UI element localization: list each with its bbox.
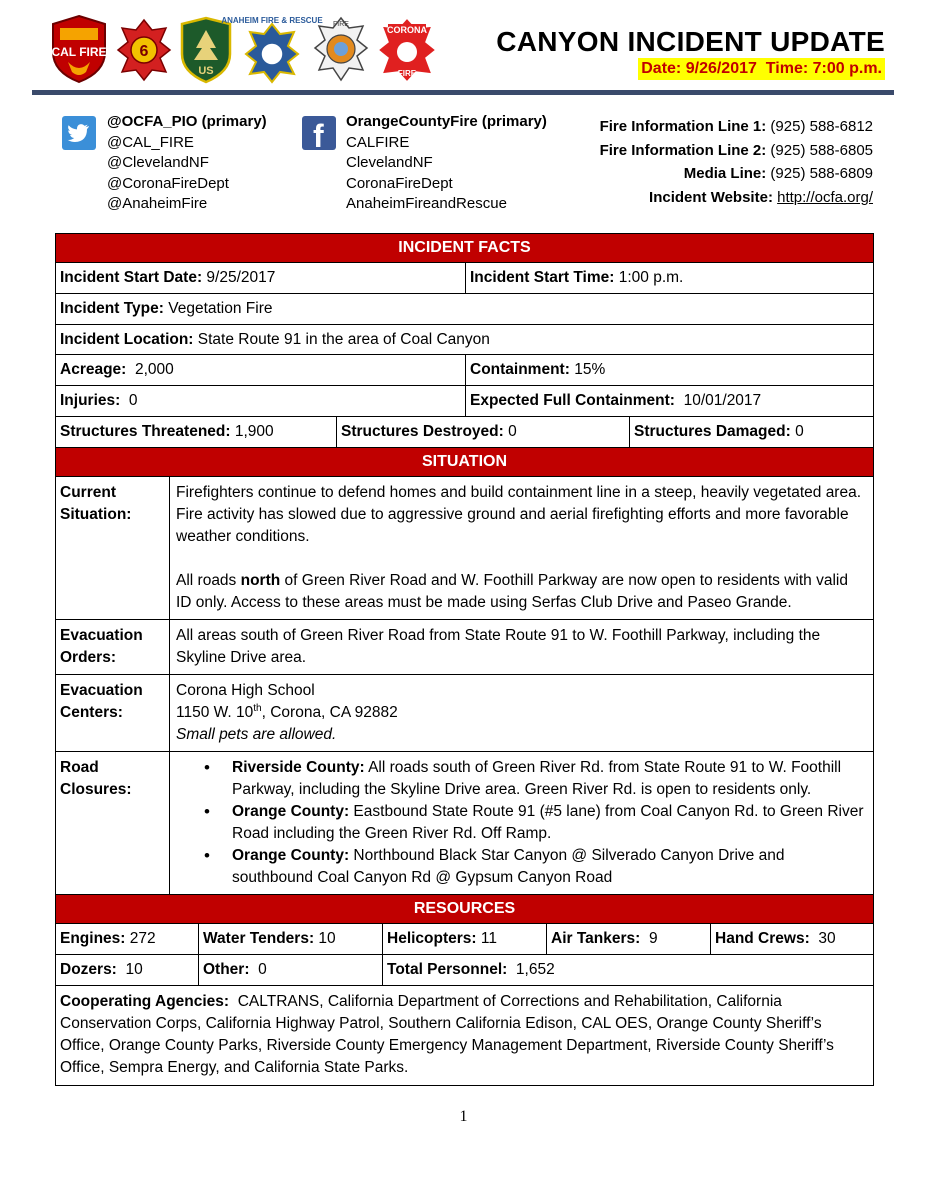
incident-table [55,233,874,1086]
facebook-account[interactable]: CALFIRE [346,133,410,151]
dozers-label: Dozers: [60,960,117,978]
total-personnel-cell [382,955,873,985]
situation-paragraph [176,570,867,614]
acreage-label: Acreage: [60,361,127,379]
label-line: Evacuation [60,626,143,644]
label-line: Situation: [60,505,132,523]
twitter-icon [62,116,96,150]
closure-county: Riverside County: [232,758,365,776]
start-time-cell [465,263,873,293]
structures-damaged-label: Structures Damaged: [634,422,791,440]
other-label: Other: [203,960,250,978]
air-tankers-cell [546,924,710,954]
structures-destroyed-cell [336,417,629,447]
structures-threatened-cell [56,417,336,447]
svg-text:CAL FIRE: CAL FIRE [51,45,107,59]
cooperating-agencies-label: Cooperating Agencies: [60,992,230,1010]
structures-damaged-value: 0 [795,422,804,440]
info-phone[interactable]: (925) 588-6809 [770,165,873,182]
injuries-label: Injuries: [60,392,121,410]
svg-text:CORONA: CORONA [387,25,427,35]
closure-item [204,801,867,845]
incident-facts-heading: INCIDENT FACTS [56,234,873,262]
page-number: 1 [459,1108,468,1125]
incident-location-label: Incident Location: [60,330,194,348]
full-containment-value: 10/01/2017 [683,392,762,410]
closure-text: Eastbound State Route 91 (#5 lane) from Coal Canyon Rd. to Green River Road including the Green River Rd. Off Ramp. [232,802,864,842]
twitter-account[interactable]: @ClevelandNF [107,154,209,171]
evacuation-centers-text [169,675,873,751]
center-name: Corona High School [176,681,315,699]
label-line: Orders: [60,648,116,666]
evacuation-orders-text: All areas south of Green River Road from State Route 91 to W. Foothill Parkway, including the Skyline Drive area. [169,620,873,674]
situation-paragraph: Firefighters continue to defend homes and build containment line in a steep, heavily vegetated area. Fire activity has slowed due to aggressive ground and aerial firefighting efforts and more favorable weather conditions. [176,483,862,545]
info-phone[interactable]: (925) 588-6812 [770,118,873,135]
closure-county: Orange County: [232,802,350,820]
engines-value: 272 [129,930,156,948]
containment-cell [465,355,873,385]
resources-heading: RESOURCES [56,895,873,923]
start-time-label: Incident Start Time: [470,269,615,287]
anaheim-fire-logo [221,14,323,84]
twitter-account[interactable]: @CAL_FIRE [107,133,194,151]
start-date-value: 9/25/2017 [206,269,276,287]
time-label: Time: [765,60,809,77]
containment-label: Containment: [470,361,570,379]
helicopters-label: Helicopters: [387,930,477,948]
structures-threatened-label: Structures Threatened: [60,422,231,440]
closure-item [204,757,867,801]
twitter-account[interactable]: @AnaheimFire [107,195,208,212]
air-tankers-label: Air Tankers: [551,930,641,948]
full-containment-cell [465,386,873,416]
hand-crews-label: Hand Crews: [715,930,810,948]
hand-crews-cell [710,924,873,954]
facebook-accounts [346,112,547,215]
incident-type-label: Incident Type: [60,300,164,318]
facebook-account[interactable]: ClevelandNF [346,154,433,171]
incident-location-cell [56,325,873,355]
dozers-value: 10 [125,960,143,978]
date-value: 9/26/2017 [685,60,757,77]
facebook-account[interactable]: AnaheimFireandRescue [346,195,507,212]
svg-text:FIRE: FIRE [397,69,417,78]
date-time-line [638,58,885,80]
label-line: Closures: [60,780,132,798]
situation-heading: SITUATION [56,448,873,476]
injuries-cell [56,386,465,416]
helicopters-value: 11 [480,930,497,948]
center-address [176,702,867,724]
incident-website-link[interactable]: http://ocfa.org/ [777,188,873,206]
structures-destroyed-label: Structures Destroyed: [341,422,504,440]
cal-fire-logo [50,14,108,84]
facebook-primary[interactable]: OrangeCountyFire (primary) [346,113,547,130]
closure-item [204,845,867,889]
orange-county-fire-authority-logo [312,14,370,84]
contact-info [600,115,873,209]
start-date-label: Incident Start Date: [60,269,203,287]
start-time-value: 1:00 p.m. [618,269,684,287]
helicopters-cell [382,924,546,954]
info-label: Fire Information Line 2: [599,141,767,159]
label-line: Evacuation [60,681,143,699]
evacuation-orders-label [56,620,169,674]
text-run: , Corona, CA 92882 [261,703,398,721]
air-tankers-value: 9 [648,930,658,948]
water-tenders-cell [198,924,382,954]
incident-type-value: Vegetation Fire [168,300,273,318]
water-tenders-label: Water Tenders: [203,930,315,948]
closure-text: Northbound Black Star Canyon @ Silverado Canyon Drive and southbound Coal Canyon Rd @ Gypsum Canyon Road [232,846,785,886]
current-situation-label [56,477,169,619]
full-containment-label: Expected Full Containment: [470,392,675,410]
total-personnel-label: Total Personnel: [387,960,508,978]
structures-damaged-cell [629,417,873,447]
agency-logos [50,14,460,84]
svg-text:US: US [198,65,214,77]
text-run-bold: north [240,571,281,589]
label-line: Current [60,483,116,501]
facebook-icon: f [302,116,336,150]
acreage-cell [56,355,465,385]
current-situation-text [169,477,873,619]
center-note: Small pets are allowed. [176,725,337,743]
svg-text:ANAHEIM FIRE & RESCUE: ANAHEIM FIRE & RESCUE [221,16,323,25]
start-date-cell [56,263,465,293]
orange-county-fire-logo [116,14,172,84]
date-label: Date: [641,60,682,77]
info-label: Media Line: [683,165,767,182]
containment-value: 15% [574,361,606,379]
structures-destroyed-value: 0 [508,422,517,440]
svg-text:FIRE: FIRE [333,21,349,28]
label-line: Road [60,758,99,776]
label-line: Centers: [60,703,123,721]
cooperating-agencies-value: CALTRANS, California Department of Corrections and Rehabilitation, California Conservation Corps, California Highway Patrol, Southern California Edison, CAL OES, Orange County Sheriff’s Office, Orange County Parks, Riverside County Emergency Management Department, Riverside County Sheriff’s Office, Sempra Energy, and California State Parks. [60,992,834,1076]
text-run: All roads [176,571,241,589]
road-closures-text [169,752,873,894]
text-run-sup: th [253,702,262,714]
incident-location-value: State Route 91 in the area of Coal Canyon [197,330,490,348]
twitter-accounts [107,112,267,215]
road-closures-label [56,752,169,894]
structures-threatened-value: 1,900 [234,422,274,440]
engines-cell [56,924,198,954]
info-phone[interactable]: (925) 588-6805 [770,141,873,159]
text-run: of Green River Road and W. Foothill Parkway are now open to residents with valid ID only. Access to these areas must be made using Serfas Club Drive and Paseo Grande. [176,571,848,611]
other-value: 0 [258,960,267,978]
total-personnel-value: 1,652 [515,960,555,978]
document-title: CANYON INCIDENT UPDATE [496,26,885,57]
injuries-value: 0 [128,392,138,410]
acreage-value: 2,000 [134,361,174,379]
closure-text: All roads south of Green River Rd. from State Route 91 to W. Foothill Parkway, including the Skyline Drive area. Green River Rd. is open to residents only. [232,758,842,798]
svg-text:6: 6 [139,43,149,60]
dozers-cell [56,955,198,985]
engines-label: Engines: [60,930,126,948]
corona-fire-logo [376,14,438,84]
twitter-account[interactable]: @CoronaFireDept [107,174,229,192]
cooperating-agencies-cell [56,986,873,1085]
other-cell [198,955,382,985]
water-tenders-value: 10 [318,930,336,948]
evacuation-centers-label [56,675,169,751]
facebook-account[interactable]: CoronaFireDept [346,174,453,192]
closures-list [176,757,867,889]
hand-crews-value: 30 [818,930,836,948]
text-run: 1150 W. 10 [176,703,254,721]
time-value: 7:00 p.m. [812,60,882,77]
incident-type-cell [56,294,873,324]
header-rule [32,90,894,95]
info-label: Incident Website: [649,188,773,206]
closure-county: Orange County: [232,846,350,864]
info-label: Fire Information Line 1: [599,118,767,135]
twitter-primary[interactable]: @OCFA_PIO (primary) [107,113,267,130]
